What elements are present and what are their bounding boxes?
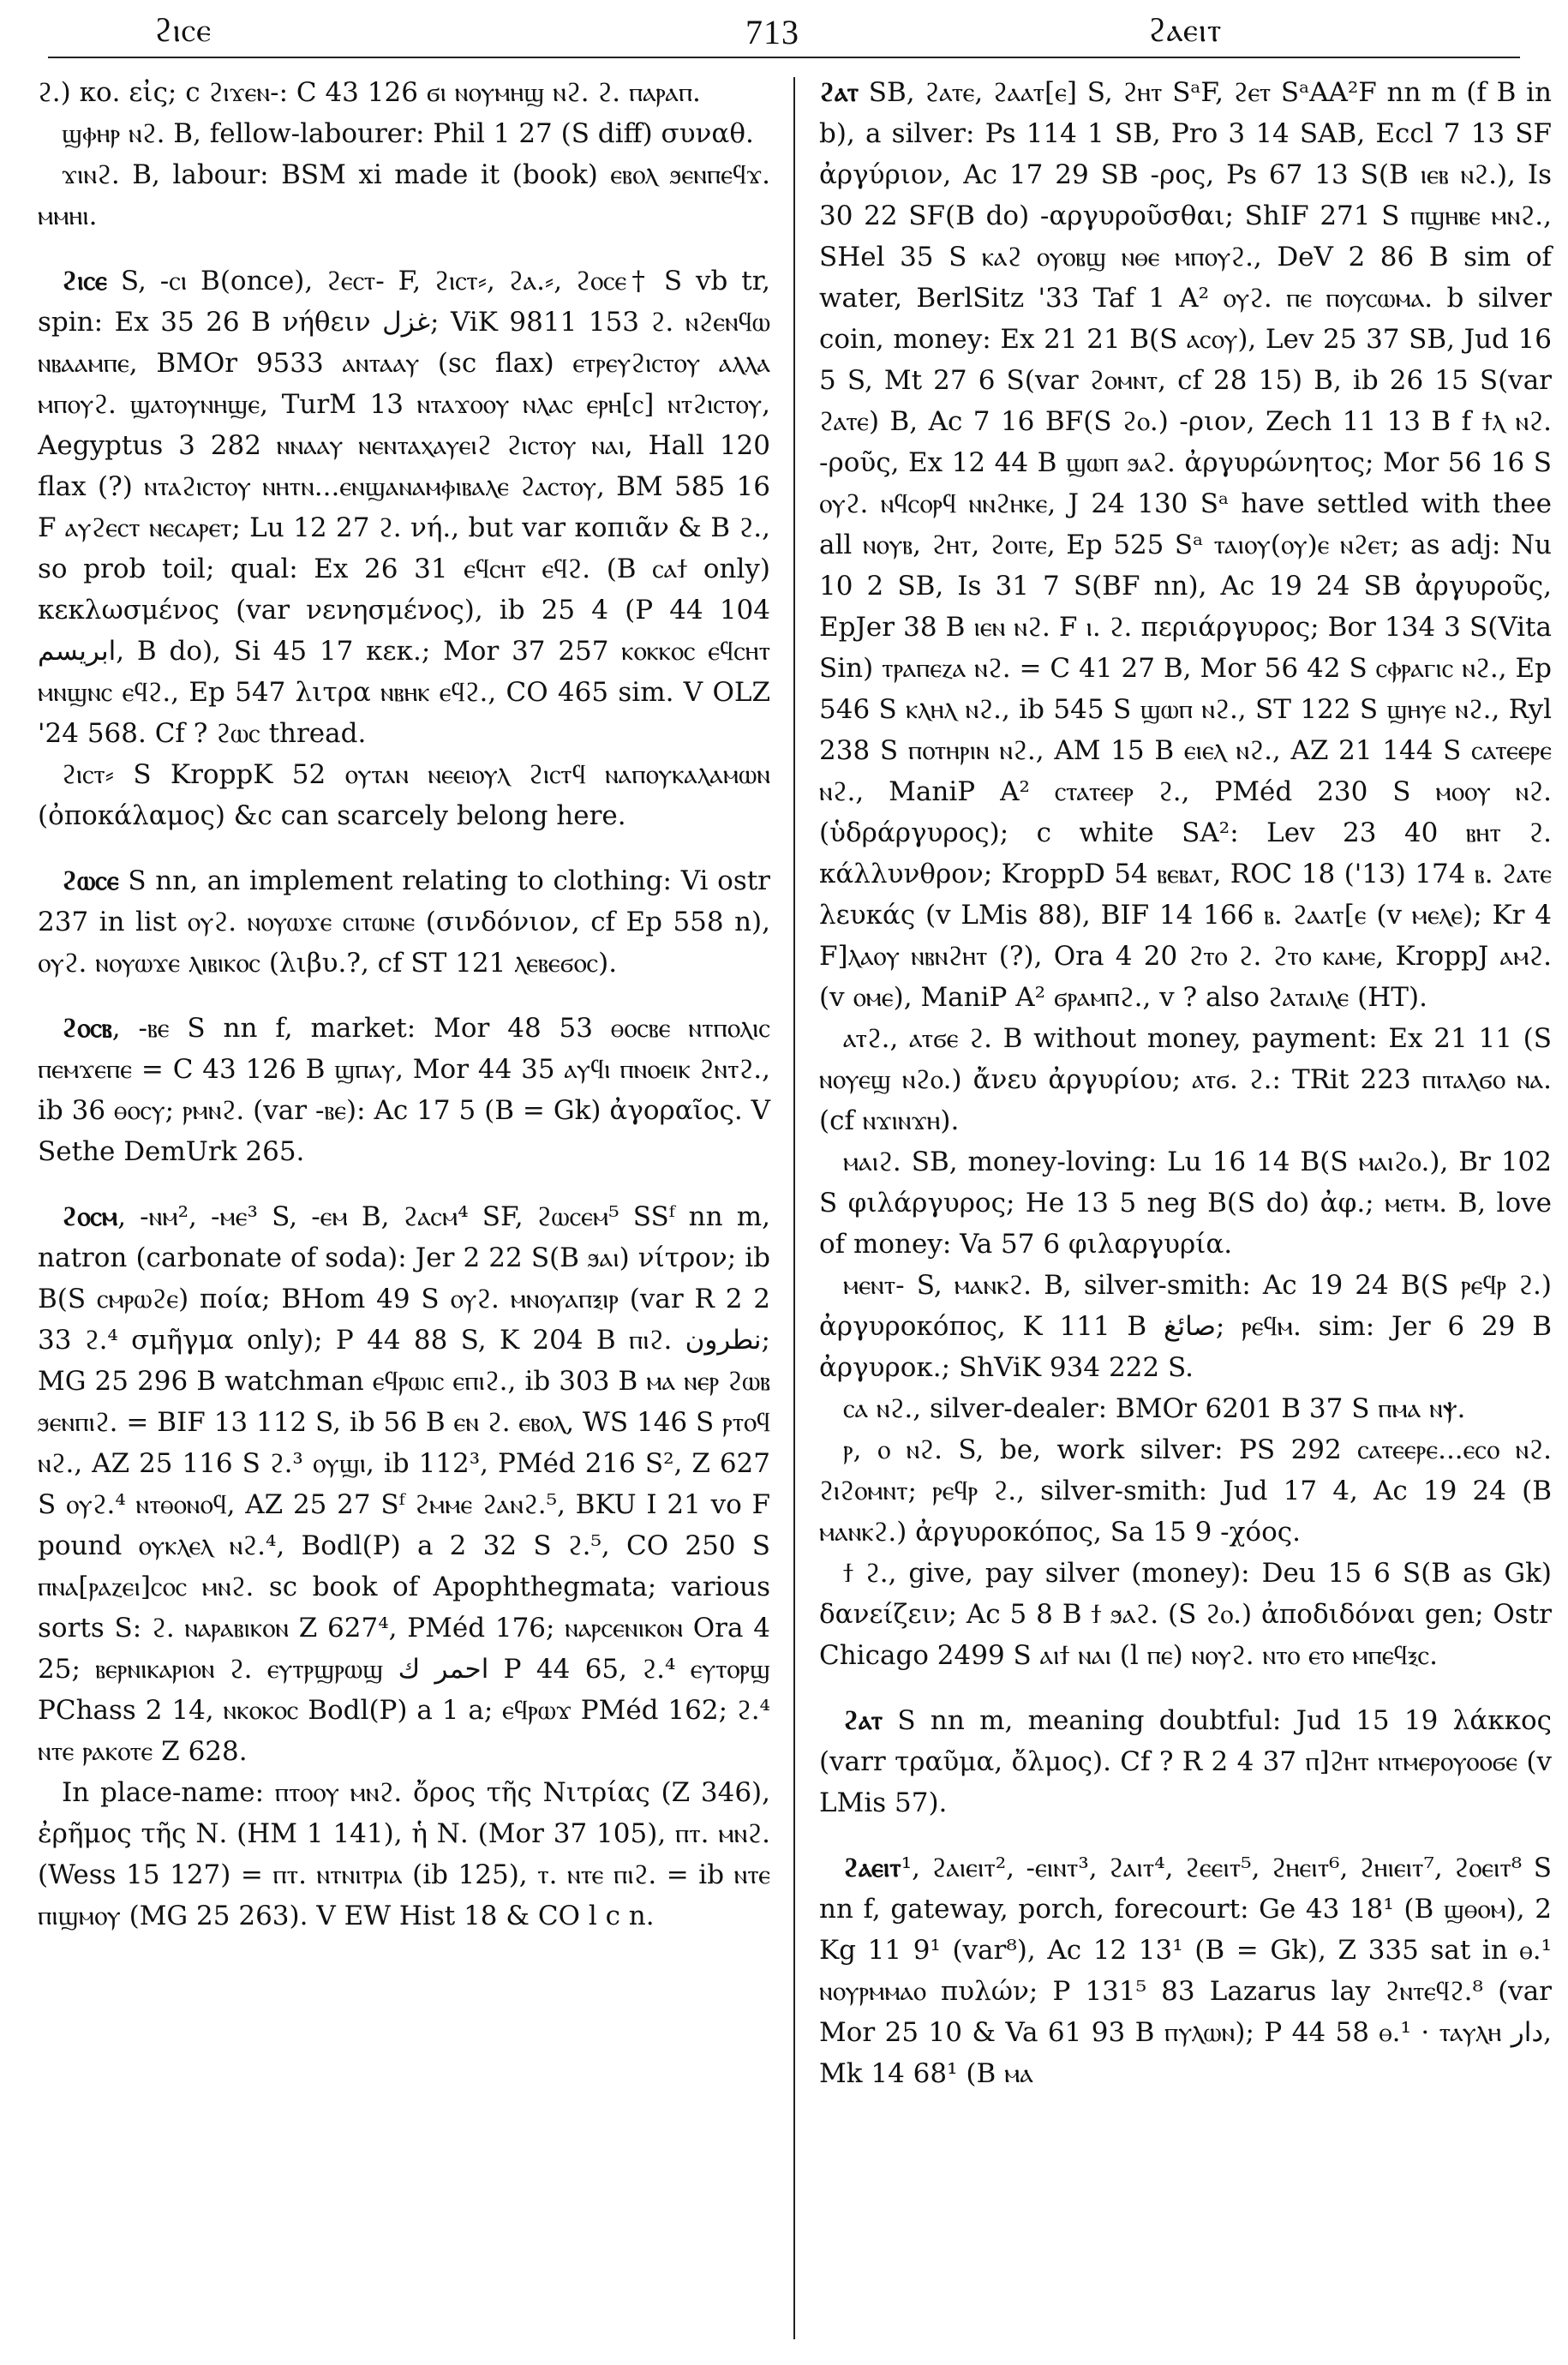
entry-paragraph — [819, 1265, 1552, 1388]
entry-text: ϫⲓⲛϩ. B, labour: BSM xi made it (book) ⲉⲃⲟⲗ ϧⲉⲛⲡⲉϥϫ. ⲙⲙⲏⲓ. — [38, 159, 770, 231]
entry-text: ⲙⲁⲓϩ. SB, money-loving: Lu 16 14 B(S ⲙⲁⲓϩⲟ.), Br 102 S φιλάργυρος; He 13 5 neg B(S do) ἀφ.; ⲙⲉⲧⲙ. B, love of money: Va 57 6 φιλαργυρία. — [819, 1147, 1552, 1260]
headword: ϩⲁⲧ — [843, 1705, 883, 1736]
entry-text: S nn, an implement relating to clothing: Vi ostr 237 in list ⲟⲩϩ. ⲛⲟⲩⲱϫⲉ ⲥⲓⲧⲱⲛⲉ (σινδόνιον, cf Ep 558 n), ⲟⲩϩ. ⲛⲟⲩⲱϫⲉ ⲗⲓⲃⲓⲕⲟⲥ (λιβυ.?, cf ST 121 ⲗⲉⲃⲉϭⲟⲥ). — [38, 865, 770, 979]
dictionary-entry — [819, 1847, 1552, 2094]
entry-text: ⲥⲁ ⲛϩ., silver-dealer: BMOr 6201 B 37 S ⲡⲙⲁ ⲛⲯ. — [843, 1393, 1466, 1424]
page-header — [0, 0, 1568, 60]
headword: ϩⲁⲉⲓⲧ — [843, 1853, 901, 1883]
left-column — [38, 72, 770, 1937]
entry-text: S, -ⲥⲓ B(once), ϩⲉⲥⲧ- F, ϩⲓⲥⲧ⸗, ϩⲁ.⸗, ϩⲟⲥⲉ† S vb tr, spin: Ex 35 26 B νήθειν غزل; ViK 9811 153 ϩ. ⲛϩⲉⲛϥⲱ ⲛⲃⲁⲁⲙⲡⲉ, BMOr 9533 ⲁⲛⲧⲁⲁⲩ (sc flax) ⲉⲧⲣⲉⲩϩⲓⲥⲧⲟⲩ ⲁⲗⲗⲁ ⲙⲡⲟⲩϩ. ϣⲁⲧⲟⲩⲛⲏϣⲉ, TurM 13 ⲛⲧⲁϫⲟⲟⲩ ⲛⲗⲁⲥ ⲉⲣⲏ[ⲥ] ⲛⲧϩⲓⲥⲧⲟⲩ, Aegyptus 3 282 ⲛⲛⲁⲁⲩ ⲛⲉⲛⲧⲁⲭⲁⲩⲉⲓϩ ϩⲓⲥⲧⲟⲩ ⲛⲁⲓ, Hall 120 flax (?) ⲛⲧⲁϩⲓⲥⲧⲟⲩ ⲛⲏⲧⲛ...ⲉⲛϣⲁⲛⲁⲙⲫⲓⲃⲁⲗⲉ ϩⲁⲥⲧⲟⲩ, BM 585 16 F ⲁⲩϩⲉⲥⲧ ⲛⲉⲥⲁⲣⲉⲧ; Lu 12 27 ϩ. νή., but var κοπιᾶν & B ϩ., so prob toil; qual: Ex 26 31 ⲉϥⲥⲏⲧ ⲉϥϩ. (B ⲥⲁϯ only) κεκλωσμένος (var νενησμένος), ib 25 4 (P 44 104 ابريسم, B do), Si 45 17 κεκ.; Mor 37 257 ⲕⲟⲕⲕⲟⲥ ⲉϥⲥⲏⲧ ⲙⲛϣⲛⲥ ⲉϥϩ., Ep 547 λιτρα ⲛⲃⲏⲕ ⲉϥϩ., CO 465 sim. V OLZ '24 568. Cf ? ϩⲱⲥ thread. — [38, 266, 770, 749]
headword: ϩⲟⲥⲃ — [62, 1013, 112, 1044]
dictionary-entry — [819, 72, 1552, 1018]
entry-text: ϣⲫⲏⲣ ⲛϩ. B, fellow-labourer: Phil 1 27 (S diff) συναθ. — [62, 118, 754, 149]
dictionary-entry — [38, 1008, 770, 1172]
entry-paragraph — [38, 72, 770, 113]
entry-paragraph — [38, 1772, 770, 1937]
entry-paragraph — [38, 113, 770, 154]
entry-paragraph — [819, 1388, 1552, 1429]
entry-paragraph — [38, 154, 770, 236]
entry-paragraph — [38, 754, 770, 836]
headword: ϩⲁⲧ — [819, 77, 859, 108]
entry-text: ⲣ, ⲟ ⲛϩ. S, be, work silver: PS 292 ⲥⲁⲧⲉⲉⲣⲉ...ⲉⲥⲟ ⲛϩ. ϩⲓϩⲟⲙⲛⲧ; ⲣⲉϥⲣ ϩ., silver-smith: Jud 17 4, Ac 19 24 (B ⲙⲁⲛⲕϩ.) ἀργυροκόπος, Sa 15 9 -χόος. — [819, 1434, 1552, 1548]
headword: ϩⲟⲥⲙ — [62, 1201, 118, 1232]
dictionary-entry — [38, 1196, 770, 1772]
entry-paragraph — [819, 1018, 1552, 1141]
right-running-head: ϩⲁⲉⲓⲧ — [1148, 13, 1223, 49]
headword: ϩⲓⲥⲉ — [62, 266, 107, 296]
column-divider — [793, 77, 795, 2339]
dictionary-entry — [819, 1700, 1552, 1823]
entry-text: S nn m, meaning doubtful: Jud 15 19 λάκκος (varr τραῦμα, ὄλμος). Cf ? R 2 4 37 ⲡ]ϩⲏⲧ ⲛⲧⲙⲉⲣⲟⲩⲟⲟϭⲉ (v LMis 57). — [819, 1705, 1552, 1818]
entry-text: ϩⲓⲥⲧ⸗ S KroppK 52 ⲟⲩⲧⲁⲛ ⲛⲉⲉⲓⲟⲩⲗ ϩⲓⲥⲧϥ ⲛⲁⲡⲟⲩⲕⲁⲗⲁⲙⲱⲛ (ὀποκάλαμος) &c can scarcely belong here. — [38, 759, 770, 831]
dictionary-entry — [38, 260, 770, 754]
right-column — [819, 72, 1552, 2094]
entry-text: ϯ ϩ., give, pay silver (money): Deu 15 6 S(B as Gk) δανείζειν; Ac 5 8 B ϯ ϧⲁϩ. (S ϩⲟ.) ἀποδιδόναι gen; Ostr Chicago 2499 S ⲁⲓϯ ⲛⲁⲓ (l ⲡⲉ) ⲛⲟⲩϩ. ⲛⲧⲟ ⲉⲧⲟ ⲙⲡⲉϥⲝⲥ. — [819, 1558, 1552, 1671]
entry-text: SB, ϩⲁⲧⲉ, ϩⲁⲁⲧ[ⲉ] S, ϩⲏⲧ SᵃF, ϩⲉⲧ SᵃAA²F nn m (f B in b), a silver: Ps 114 1 SB, Pro 3 14 SAB, Eccl 7 13 SF ἀργύριον, Ac 17 29 SB -ρος, Ps 67 13 S(B ⲓⲉⲃ ⲛϩ.), Is 30 22 SF(B do) -αργυροῦσθαι; ShIF 271 S ⲡϣⲏⲃⲉ ⲙⲛϩ., SHel 35 S ⲕⲁϩ ⲟⲩⲟⲃϣ ⲛⲑⲉ ⲙⲡⲟⲩϩ., DeV 2 86 B sim of water, BerlSitz '33 Taf 1 A² ⲟⲩϩ. ⲡⲉ ⲡⲟⲩⲥⲱⲙⲁ. b silver coin, money: Ex 21 21 B(S ⲁⲥⲟⲩ), Lev 25 37 SB, Jud 16 5 S, Mt 27 6 S(var ϩⲟⲙⲛⲧ, cf 28 15) B, ib 26 15 S(var ϩⲁⲧⲉ) B, Ac 7 16 BF(S ϩⲟ.) -ριον, Zech 11 13 B f ϯⲗ ⲛϩ. -ροῦς, Ex 12 44 B ϣⲱⲡ ϧⲁϩ. ἀργυρώνητος; Mor 56 16 S ⲟⲩϩ. ⲛϥⲥⲟⲣϥ ⲛⲛϩⲏⲕⲉ, J 24 130 Sᵃ have settled with thee all ⲛⲟⲩⲃ, ϩⲏⲧ, ϩⲟⲓⲧⲉ, Ep 525 Sᵃ ⲧⲁⲓⲟⲩ(ⲟⲩ)ⲉ ⲛϩⲉⲧ; as adj: Nu 10 2 SB, Is 31 7 S(BF nn), Ac 19 24 SB ἀργυροῦς, EpJer 38 B ⲓⲉⲛ ⲛϩ. F ⲓ. ϩ. περιάργυρος; Bor 134 3 S(Vita Sin) ⲧⲣⲁⲡⲉⲍⲁ ⲛϩ. = C 41 27 B, Mor 56 42 S ⲥⲫⲣⲁⲅⲓⲥ ⲛϩ., Ep 546 S ⲕⲗⲏⲗ ⲛϩ., ib 545 S ϣⲱⲡ ⲛϩ., ST 122 S ϣⲏⲩⲉ ⲛϩ., Ryl 238 S ⲡⲟⲧⲏⲣⲓⲛ ⲛϩ., AM 15 B ⲉⲓⲉⲗ ⲛϩ., AZ 21 144 S ⲥⲁⲧⲉⲉⲣⲉ ⲛϩ., ManiP A² ⲥⲧⲁⲧⲉⲉⲣ ϩ., PMéd 230 S ⲙⲟⲟⲩ ⲛϩ. (ὑδράργυρος); c white SA²: Lev 23 40 ⲃⲏⲧ ϩ. κάλλυνθρον; KroppD 54 ⲃⲉⲃⲁⲧ, ROC 18 ('13) 174 ⲃ. ϩⲁⲧⲉ λευκάς (v LMis 88), BIF 14 166 ⲃ. ϩⲁⲁⲧ[ⲉ (v ⲙⲉⲗⲉ); Kr 4 F]ⲗⲁⲟⲩ ⲛⲃⲛϩⲏⲧ (?), Ora 4 20 ϩⲧⲟ ϩ. ϩⲧⲟ ⲕⲁⲙⲉ, KroppJ ⲁⲙϩ. (v ⲟⲙⲉ), ManiP A² ϭⲣⲁⲙⲡϩ., v ? also ϩⲁⲧⲁⲓⲗⲉ (HT). — [819, 77, 1552, 1013]
entry-text: ¹, ϩⲁⲓⲉⲓⲧ², -ⲉⲓⲛⲧ³, ϩⲁⲓⲧ⁴, ϩⲉⲉⲓⲧ⁵, ϩⲏⲉⲓⲧ⁶, ϩⲏⲓⲉⲓⲧ⁷, ϩⲟⲉⲓⲧ⁸ S nn f, gateway, porch, forecourt: Ge 43 18¹ (B ϣⲑⲟⲙ), 2 Kg 11 9¹ (var⁸), Ac 12 13¹ (B = Gk), Z 335 sat in ⲑ.¹ ⲛⲟⲩⲣⲙⲙⲁⲟ πυλών; P 131⁵ 83 Lazarus lay ϩⲛⲧⲉϥϩ.⁸ (var Mor 25 10 & Va 61 93 B ⲡⲩⲗⲱⲛ); P 44 58 ⲑ.¹ · ⲧⲁⲩⲗⲏ دار, Mk 14 68¹ (B ⲙⲁ — [819, 1853, 1552, 2089]
entry-text: , -ⲃⲉ S nn f, market: Mor 48 53 ⲑⲟⲥⲃⲉ ⲛⲧⲡⲟⲗⲓⲥ ⲡⲉⲙϫⲉⲡⲉ = C 43 126 B ϣⲡⲁⲩ, Mor 44 35 ⲁⲩϥⲓ ⲡⲛⲟⲉⲓⲕ ϩⲛⲧϩ., ib 36 ⲑⲟⲥⲩ; ⲣⲙⲛϩ. (var -ⲃⲉ): Ac 17 5 (B = Gk) ἀγοραῖος. V Sethe DemUrk 265. — [38, 1013, 770, 1167]
entry-paragraph — [819, 1553, 1552, 1676]
headword: ϩⲱⲥⲉ — [62, 865, 119, 896]
left-running-head: ϩⲓⲥⲉ — [154, 13, 212, 49]
entry-text: In place-name: ⲡⲧⲟⲟⲩ ⲙⲛϩ. ὄρος τῆς Νιτρίας (Z 346), ἐρῆμος τῆς Ν. (HM 1 141), ἡ Ν. (Mor 37 105), ⲡⲧ. ⲙⲛϩ. (Wess 15 127) = ⲡⲧ. ⲛⲧⲛⲓⲧⲣⲓⲁ (ib 125), ⲧ. ⲛⲧⲉ ⲡⲓϩ. = ib ⲛⲧⲉ ⲡⲓϣⲙⲟⲩ (MG 25 263). V EW Hist 18 & CO l c n. — [38, 1777, 770, 1931]
header-rule — [48, 57, 1520, 58]
entry-text: ⲙⲉⲛⲧ- S, ⲙⲁⲛⲕϩ. B, silver-smith: Ac 19 24 B(S ⲣⲉϥⲣ ϩ.) ἀργυροκόπος, K 111 B صائغ; ⲣⲉϥⲙ. sim: Jer 6 29 B ἀργυροκ.; ShViK 934 222 S. — [819, 1270, 1552, 1383]
dictionary-entry — [38, 860, 770, 984]
entry-text: ⲁⲧϩ., ⲁⲧϭⲉ ϩ. B without money, payment: Ex 21 11 (S ⲛⲟⲩⲉϣ ⲛϩⲟ.) ἄνευ ἀργυρίου; ⲁⲧϭ. ϩ.: TRit 223 ⲡⲓⲧⲁⲗϭⲟ ⲛⲁ. (cf ⲛϫⲓⲛϫⲏ). — [819, 1023, 1552, 1136]
entry-paragraph — [819, 1429, 1552, 1553]
entry-text: , -ⲛⲙ², -ⲙⲉ³ S, -ⲉⲙ B, ϩⲁⲥⲙ⁴ SF, ϩⲱⲥⲉⲙ⁵ SSᶠ nn m, natron (carbonate of soda): Jer 2 22 S(B ϧⲁⲓ) νίτρον; ib B(S ⲥⲙⲣⲱϩⲉ) ποία; BHom 49 S ⲟⲩϩ. ⲙⲛⲟⲩⲁⲡⲝⲓⲣ (var R 2 2 33 ϩ.⁴ σμῆγμα only); P 44 88 S, K 204 B ⲡⲓϩ. نطرون; MG 25 296 B watchman ⲉϥⲣⲱⲓⲥ ⲉⲡⲓϩ., ib 303 B ⲙⲁ ⲛⲉⲣ ϩⲱⲃ ϧⲉⲛⲡⲓϩ. = BIF 13 112 S, ib 56 B ⲉⲛ ϩ. ⲉⲃⲟⲗ, WS 146 S ⲣⲧⲟϥ ⲛϩ., AZ 25 116 S ϩ.³ ⲟⲩϣⲓ, ib 112³, PMéd 216 S², Z 627 S ⲟⲩϩ.⁴ ⲛⲧⲑⲟⲛⲟϥ, AZ 25 27 Sᶠ ϩⲙⲙⲉ ϩⲁⲛϩ.⁵, BKU I 21 vo F pound ⲟⲩⲕⲗⲉⲗ ⲛϩ.⁴, Bodl(P) a 2 32 S ϩ.⁵, CO 250 S ⲡⲛⲁ[ⲣⲁⲍⲉⲓ]ⲥⲟⲥ ⲙⲛϩ. sc book of Apophthegmata; various sorts S: ϩ. ⲛⲁⲣⲁⲃⲓⲕⲟⲛ Z 627⁴, PMéd 176; ⲛⲁⲣⲥⲉⲛⲓⲕⲟⲛ Ora 4 25; ⲃⲉⲣⲛⲓⲕⲁⲣⲓⲟⲛ ϩ. ⲉⲩⲧⲣϣⲣⲱϣ احمر ك P 44 65, ϩ.⁴ ⲉⲩⲧⲟⲣϣ PChass 2 14, ⲛⲕⲟⲕⲟⲥ Bodl(P) a 1 a; ⲉϥⲣⲱϫ PMéd 162; ϩ.⁴ ⲛⲧⲉ ⲣⲁⲕⲟⲧⲉ Z 628. — [38, 1201, 770, 1767]
entry-text: ϩ.) κο. εἰς; c ϩⲓϫⲉⲛ-: C 43 126 ϭⲓ ⲛⲟⲩⲙⲏϣ ⲛϩ. ϩ. ⲡⲁⲣⲁⲡ. — [38, 77, 701, 108]
page-number: 713 — [745, 13, 799, 51]
entry-paragraph — [819, 1141, 1552, 1265]
